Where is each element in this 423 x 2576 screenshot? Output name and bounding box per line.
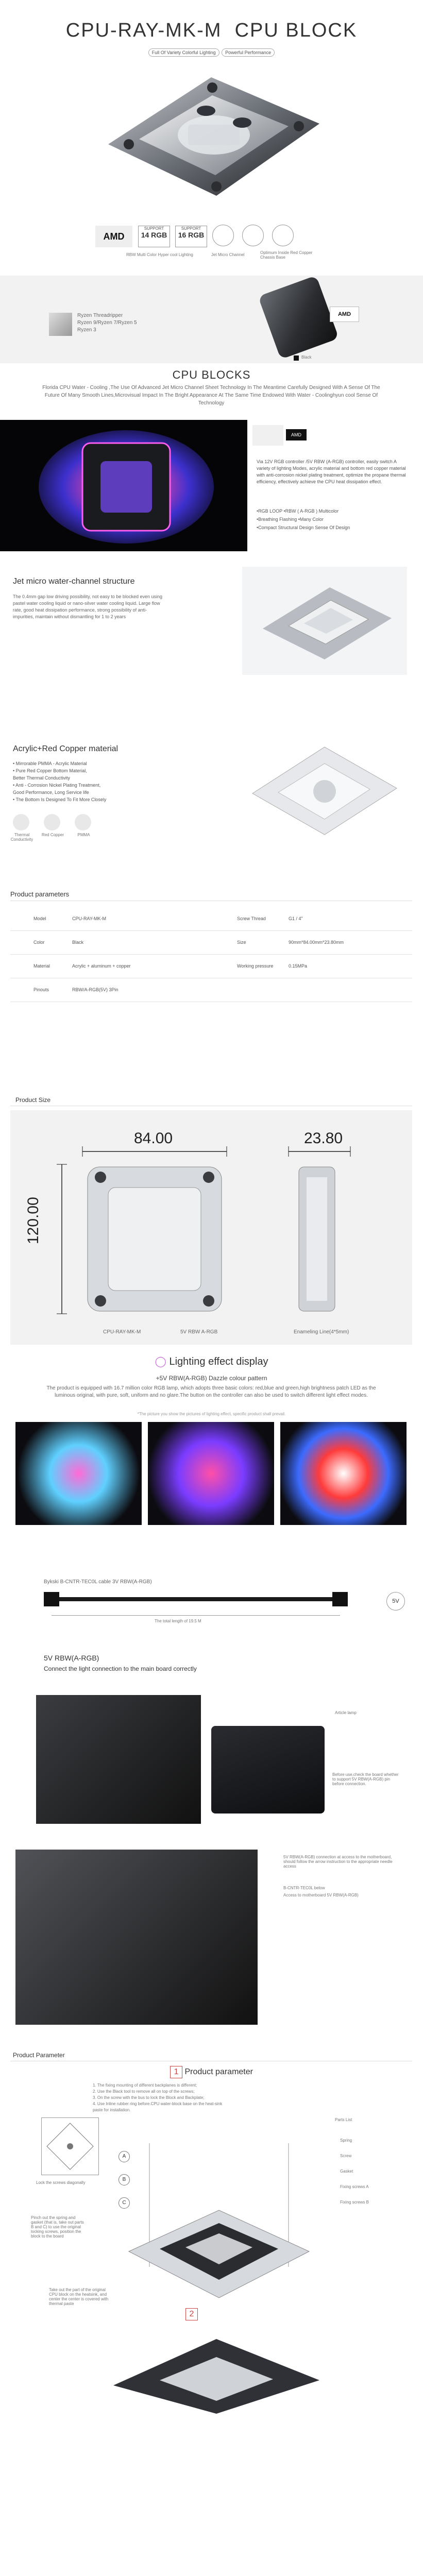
pmma-icon bbox=[75, 814, 91, 831]
copper-icon bbox=[44, 814, 60, 831]
feature-item-3: Optimum Inside Red Copper Chassis Base bbox=[260, 250, 313, 260]
step-2-caption: Take out the part of the original CPU block on the heatsink, and center the center is covered with thermal paste bbox=[49, 2287, 109, 2306]
compat-line-2: Ryzen 9/Ryzen 7/Ryzen 5 bbox=[77, 320, 137, 326]
lock-caption: Lock the screws diagonally bbox=[36, 2180, 86, 2185]
cable-title: Bykski B-CNTR-TEC0L cable 3V RBW(A-RGB) bbox=[44, 1579, 152, 1585]
param-value: 0.15MPa bbox=[289, 963, 308, 969]
parts-list bbox=[340, 2133, 402, 2210]
param-key: Color bbox=[33, 940, 45, 945]
channel-icon bbox=[242, 225, 264, 246]
size-drawing bbox=[10, 1110, 412, 1345]
lighting-subtitle: +5V RBW(A-RGB) Dazzle colour pattern bbox=[156, 1375, 267, 1382]
cpu-blocks-panel bbox=[0, 420, 423, 551]
step-title: Product parameter bbox=[184, 2067, 253, 2076]
param-key: Pinouts bbox=[33, 987, 49, 992]
jet-title: Jet micro water-channel structure bbox=[13, 577, 135, 586]
lighting-desc: The product is equipped with 16.7 million color RGB lamp, which adopts three basic colors: red,blue and green,high brightness patch LED as the luminous original, with pure, soft, uniform and no glare.The button on the controller can also be used to switch different light effect modes. bbox=[46, 1385, 376, 1398]
icon-label: Thermal Conductivity bbox=[10, 833, 33, 842]
instruction-line: 2. Use the Black tool to remove all on top of the screws; bbox=[93, 2089, 195, 2094]
acrylic-bullet: • Mirrorable PMMA - Acrylic Material bbox=[13, 761, 87, 766]
support-badge-1 bbox=[138, 226, 170, 247]
label-b: B bbox=[119, 2174, 130, 2185]
acrylic-bullet: • Anti - Corrosion Nickel Plating Treatment, bbox=[13, 783, 101, 788]
param-value: RBW/A-RGB(5V) 3Pin bbox=[72, 987, 119, 992]
install-instructions bbox=[93, 2082, 330, 2113]
acrylic-bullet: • Pure Red Copper Bottom Material, bbox=[13, 768, 87, 773]
color-swatch-black[interactable] bbox=[294, 355, 299, 361]
lighting-image-2 bbox=[148, 1422, 274, 1525]
rgb-product-image bbox=[0, 420, 247, 551]
param-key: Working pressure bbox=[237, 963, 274, 969]
part-name: Spring bbox=[340, 2138, 352, 2143]
icon-label: PMMA bbox=[77, 833, 90, 837]
lighting-icon bbox=[212, 225, 234, 246]
instruction-line: 1. The fixing mounting of different backplanes is different; bbox=[93, 2083, 197, 2088]
size-caption-mid: 5V RBW A-RGB bbox=[180, 1329, 218, 1335]
jet-image bbox=[242, 567, 407, 675]
exploded-view bbox=[108, 2133, 330, 2318]
amd-logo: AMD bbox=[103, 231, 125, 242]
amd-small-logo: AMD bbox=[330, 307, 359, 322]
cable-wire bbox=[57, 1597, 335, 1601]
cpu-blocks-desc: Florida CPU Water - Cooling ,The Use Of Advanced Jet Micro Channel Sheet Technology In The Meantime Carefully Designed With A Sense Of The Future Of Many Smooth Lines,Microvisual Impact In The Bright Appearance At The Same Time Endowed With Water - Coolinghyun cool Sense Of Technology bbox=[42, 385, 380, 406]
product-subtitle: CPU BLOCK bbox=[234, 20, 358, 41]
acrylic-bullets bbox=[13, 760, 106, 803]
connect-title: 5V RBW(A-RGB) bbox=[44, 1654, 99, 1662]
instruction-line: 4. Use Inline rubber ring before.CPU water-block base on the heat-sink bbox=[93, 2102, 223, 2106]
step-2-number: 2 bbox=[185, 2308, 198, 2320]
cpu-blocks-title: CPU BLOCKS bbox=[172, 368, 251, 381]
support-value: 16 RGB bbox=[178, 231, 205, 239]
part-name: Screw bbox=[340, 2154, 352, 2158]
step-number: 1 bbox=[170, 2066, 182, 2078]
table-row bbox=[10, 978, 412, 1002]
thermal-icon bbox=[13, 814, 29, 831]
connect-note-1: Before use,check the board whether to support 5V RBW(A-RGB) pin before connection. bbox=[332, 1772, 399, 1786]
lighting-image-3 bbox=[280, 1422, 407, 1525]
params-title: Product parameters bbox=[10, 890, 70, 898]
pin-closeup-image bbox=[15, 1850, 258, 2025]
connect-board-panel bbox=[15, 1680, 407, 1834]
part-name: Fixing screws A bbox=[340, 2184, 369, 2189]
ryzen-chip-image bbox=[49, 313, 72, 336]
param-value: Acrylic + aluminum + copper bbox=[72, 963, 131, 969]
cable-connector-left bbox=[44, 1592, 59, 1606]
part-name: Gasket bbox=[340, 2169, 353, 2174]
support-label: SUPPORT bbox=[181, 226, 201, 231]
acrylic-title: Acrylic+Red Copper material bbox=[13, 744, 119, 753]
mounted-block-image bbox=[211, 1726, 325, 1814]
header-tags bbox=[0, 47, 423, 57]
dim-depth: 23.80 bbox=[304, 1130, 343, 1147]
lighting-image-1 bbox=[15, 1422, 142, 1525]
jet-panel bbox=[0, 562, 423, 680]
dim-height: 120.00 bbox=[25, 1197, 42, 1244]
parts-list-title: Parts List bbox=[335, 2117, 352, 2122]
param-value: G1 / 4" bbox=[289, 916, 303, 921]
amd-logo-box bbox=[95, 226, 132, 247]
color-swatch-label: Black bbox=[301, 355, 312, 360]
cable-panel bbox=[15, 1577, 407, 1649]
instruction-line: 3. On the screw with the bus to lock the Block and Backplate; bbox=[93, 2095, 205, 2100]
support-badge-2 bbox=[175, 226, 207, 247]
compat-panel bbox=[0, 276, 423, 363]
length-line bbox=[52, 1615, 340, 1616]
compat-line-3: Ryzen 3 bbox=[77, 327, 96, 333]
connect-pin-panel bbox=[15, 1850, 407, 2025]
acrylic-panel bbox=[0, 732, 423, 850]
product-model: CPU-RAY-MK-M bbox=[65, 20, 222, 41]
jet-desc: The 0.4mm gap low driving possibility, not easy to be blocked even using pastel water cooling liquid or nano-silver water cooling liquid. Large flow rate, good heat dissipation performance, strong possibility of anti-impurities, maintain without dismantling for 1 to 2 years bbox=[13, 594, 162, 619]
size-caption-left: CPU-RAY-MK-M bbox=[103, 1329, 141, 1335]
icon-label: Red Copper bbox=[41, 833, 64, 837]
left-caption: Pinch out the spring and gasket (that is, take out parts B and C) to use the original locking screws, position the block to the board bbox=[31, 2215, 84, 2239]
lighting-title-row bbox=[0, 1355, 423, 1368]
part-name: Fixing screws B bbox=[340, 2200, 369, 2205]
cpu-blocks-bullet-3: •Compact Structural Design Sense Of Design bbox=[257, 525, 350, 530]
mounted-assembly-image bbox=[103, 2329, 330, 2416]
feature-item-2: Jet Micro Channel bbox=[211, 252, 245, 257]
table-row bbox=[10, 954, 412, 978]
cable-length: The total length of 19.5 M bbox=[155, 1619, 201, 1623]
amd-badge-dark: AMD bbox=[286, 429, 307, 440]
param-value: Black bbox=[72, 940, 84, 945]
copper-icon bbox=[272, 225, 294, 246]
tag-lighting: Full Of Variety Colorful Lighting bbox=[148, 48, 219, 57]
motherboard-image bbox=[36, 1695, 201, 1824]
table-row bbox=[10, 907, 412, 931]
cable-connector-right bbox=[332, 1592, 348, 1606]
lighting-note: *The picture you show the pictures of lighting effect, specific product shall prevail. bbox=[137, 1412, 286, 1416]
connect-note-2: 5V RBW(A-RGB) connection at access to the motherboard, should follow the arrow instruction to the appropriate needle access bbox=[283, 1855, 393, 1869]
cpu-blocks-bullet-2: •Breathing Flashing •Many Color bbox=[257, 517, 324, 522]
instruction-line: paste for installation. bbox=[93, 2108, 131, 2112]
param-key: Material bbox=[33, 963, 50, 969]
size-title: Product Size bbox=[15, 1096, 51, 1104]
install-step-heading bbox=[0, 2066, 423, 2078]
lighting-gallery bbox=[15, 1422, 407, 1525]
param-value: 90mm*84.00mm*23.80mm bbox=[289, 940, 344, 945]
hero-product-image bbox=[77, 67, 346, 206]
board-image bbox=[252, 425, 283, 446]
label-c: C bbox=[119, 2197, 130, 2209]
compat-line-1: Ryzen Threadripper bbox=[77, 313, 123, 318]
install-section-title: Product Parameter bbox=[13, 2052, 65, 2059]
lightbulb-icon: ◯ bbox=[155, 1356, 166, 1367]
tag-performance: Powerful Performance bbox=[222, 48, 275, 57]
support-label: SUPPORT bbox=[144, 226, 164, 231]
param-key: Screw Thread bbox=[237, 916, 266, 921]
screw-pattern-diagram bbox=[41, 2117, 99, 2175]
connect-note-4: Access to motherboard 5V RBW(A-RGB) bbox=[283, 1893, 359, 1897]
acrylic-bullet: Better Thermal Conductivity bbox=[13, 775, 70, 781]
cable-badge: 5V bbox=[386, 1592, 405, 1611]
param-value: CPU-RAY-MK-M bbox=[72, 916, 107, 921]
acrylic-bullet: Good Performance, Long Service life bbox=[13, 790, 89, 795]
table-row bbox=[10, 930, 412, 955]
support-value: 14 RGB bbox=[141, 231, 167, 239]
product-title bbox=[0, 20, 423, 42]
label-a: A bbox=[119, 2151, 130, 2162]
size-panel bbox=[10, 1110, 412, 1345]
param-key: Model bbox=[33, 916, 46, 921]
lighting-title: Lighting effect display bbox=[169, 1356, 268, 1367]
param-key: Size bbox=[237, 940, 246, 945]
acrylic-bullet: • The Bottom Is Designed To Fit More Closely bbox=[13, 797, 107, 802]
cpu-blocks-bullet-1: •RGB LOOP •RBW ( A-RGB ) Multicolor bbox=[257, 509, 339, 514]
connect-subtitle: Connect the light connection to the main board correctly bbox=[44, 1665, 197, 1672]
size-caption-right: Enameling Line(4*5mm) bbox=[294, 1329, 349, 1335]
connect-note-3: B-CNTR-TEC0L below bbox=[283, 1886, 325, 1890]
dim-width: 84.00 bbox=[134, 1130, 173, 1147]
acrylic-image bbox=[237, 732, 412, 850]
cpu-blocks-side-text: Via 12V RGB controller /5V RBW (A-RGB) controller, easily switch A variety of lighting Modes, acrylic material and bottom red copper material with anti-corrosion nickel plating treatment, optimize the propane thermal efficiency, effectively achieve the CPU heat dissipation effect. bbox=[257, 459, 406, 484]
article-lamp-label: Article lamp bbox=[335, 1710, 357, 1715]
feature-strip bbox=[0, 222, 423, 263]
feature-item-1: RBW Multi Color Hyper cool Lighting bbox=[126, 252, 193, 257]
